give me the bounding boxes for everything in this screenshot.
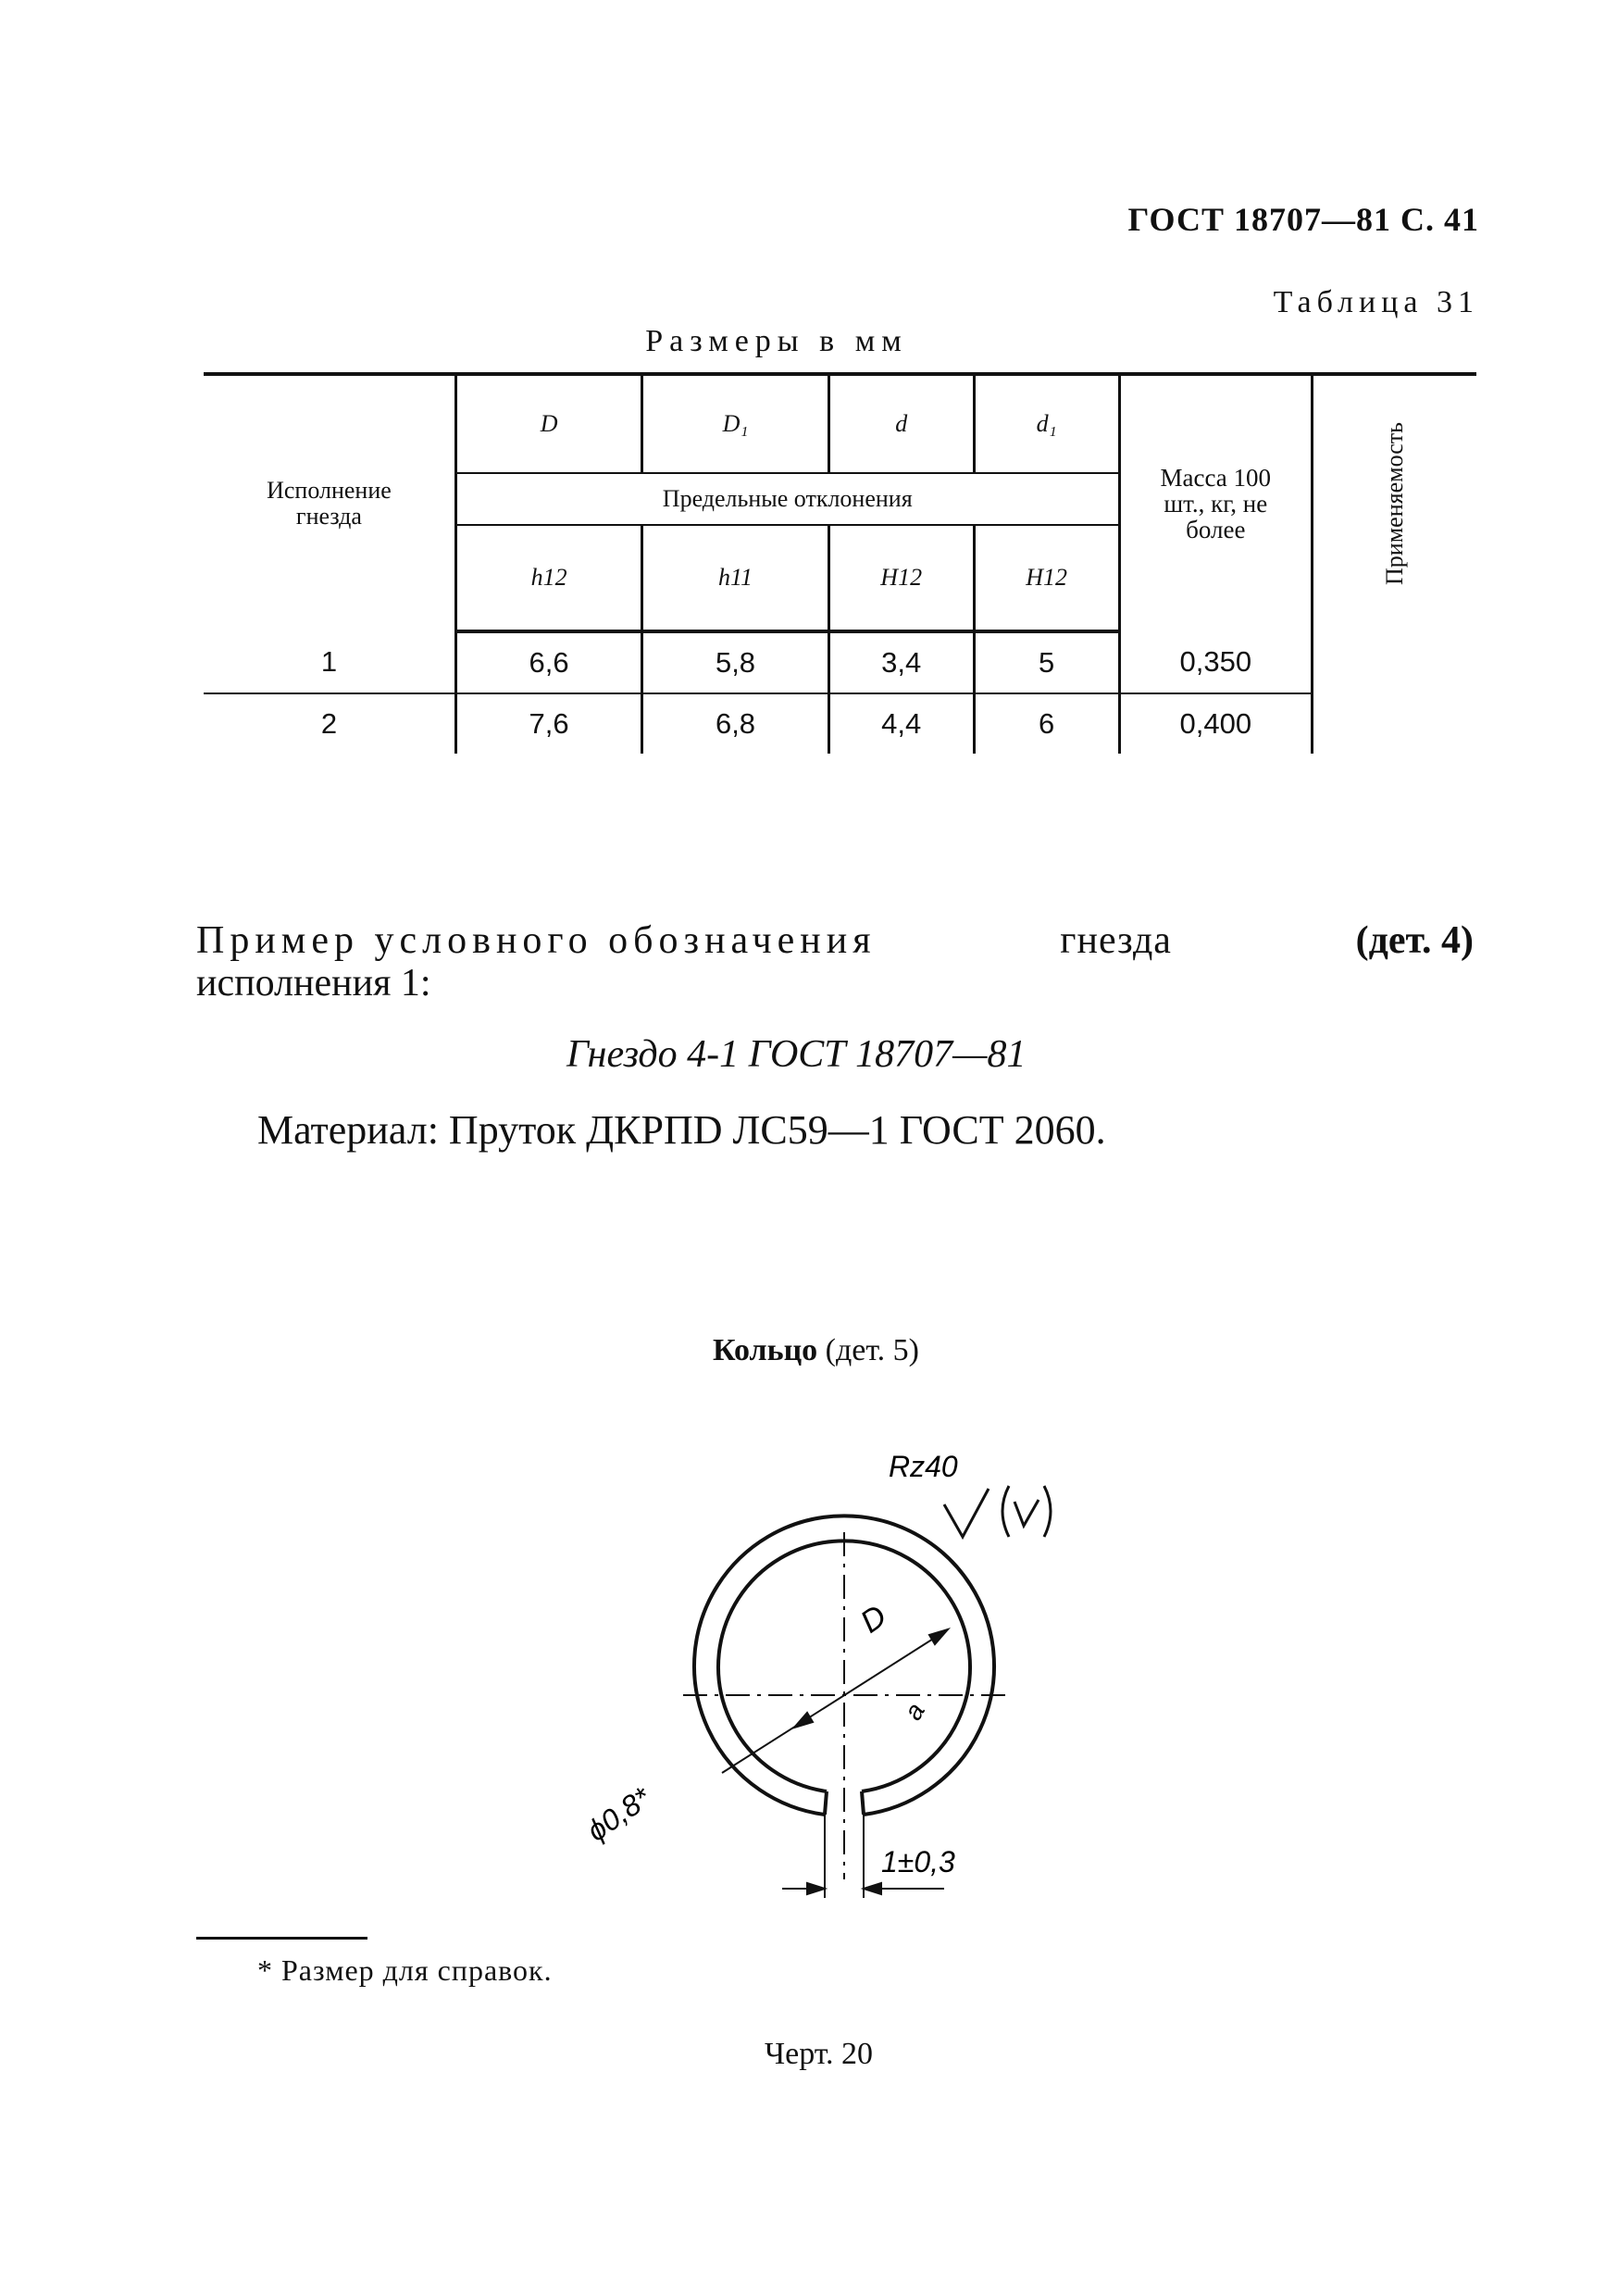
cell-exec: 2 (320, 707, 338, 740)
cell-D: 6,6 (455, 631, 641, 693)
example-detail-ref: (дет. 4) (1355, 919, 1474, 962)
designation-example (196, 919, 1474, 1004)
material-line: Материал: Пруток ДКРПD ЛС59—1 ГОСТ 2060. (257, 1107, 1106, 1153)
table-units-label (0, 324, 1618, 359)
example-line-1 (196, 919, 1474, 962)
header-mass: Масса 100 шт., кг, не более (1119, 374, 1312, 631)
cell-applicability (1312, 631, 1476, 754)
table-number: Таблица 31 (1273, 285, 1479, 319)
cell-D: 7,6 (455, 693, 641, 754)
ring-drawing-svg (555, 1444, 1111, 1926)
cell-d: 4,4 (828, 693, 974, 754)
cell-exec: 1 (204, 631, 455, 693)
cell-D1: 6,8 (642, 693, 828, 754)
dim-D-label: D (853, 1598, 893, 1641)
example-line-2: исполнения 1: (196, 962, 431, 1004)
page-header: ГОСТ 18707—81 С. 41 (1127, 201, 1479, 238)
roughness-label: Rz40 (889, 1450, 958, 1483)
ring-title (713, 1333, 919, 1368)
header-d1: d₁ (974, 374, 1119, 473)
cell-mass: 0,400 (1119, 693, 1312, 754)
tol-d: H12 (828, 525, 974, 631)
cell-d1: 6 (974, 693, 1119, 754)
example-text: Пример условного обозначения (196, 919, 877, 962)
ring-drawing (555, 1444, 1111, 1926)
cell-mass: 0,350 (1119, 631, 1312, 693)
cell-d: 3,4 (828, 631, 974, 693)
tol-d1: H12 (974, 525, 1119, 631)
diameter-dimension (722, 1629, 948, 1773)
example-word: гнезда (1060, 919, 1172, 962)
header-applicability (1312, 374, 1476, 631)
ring-title-bold: Кольцо (713, 1333, 818, 1367)
table-row (204, 631, 1476, 693)
ring-title-detail: (дет. 5) (825, 1333, 919, 1367)
footnote-divider (196, 1937, 367, 1940)
designation-string: Гнездо 4-1 ГОСТ 18707—81 (566, 1033, 1027, 1076)
roughness-check-icon (944, 1486, 1051, 1537)
dim-gap-label: 1±0,3 (881, 1845, 955, 1878)
tol-D: h12 (455, 525, 641, 631)
header-applicability-text: Применяемость (1380, 422, 1408, 585)
table-units-text: Размеры в мм (645, 324, 908, 358)
tol-D1: h11 (642, 525, 828, 631)
header-execution: Исполнение гнезда (204, 374, 455, 631)
header-d: d (828, 374, 974, 473)
header-D1: D₁ (642, 374, 828, 473)
centre-lines (683, 1532, 1005, 1879)
cell-D1: 5,8 (642, 631, 828, 693)
table-row (204, 693, 1476, 754)
dim-wire-label: ϕ0,8* (580, 1780, 657, 1848)
footnote: * Размер для справок. (257, 1953, 553, 1987)
cell-d1: 5 (974, 631, 1119, 693)
dimensions-table (204, 372, 1476, 754)
figure-caption: Черт. 20 (765, 2037, 874, 2071)
header-D: D (455, 374, 641, 473)
dim-a-label: a (898, 1698, 930, 1725)
header-deviations: Предельные отклонения (455, 473, 1119, 525)
